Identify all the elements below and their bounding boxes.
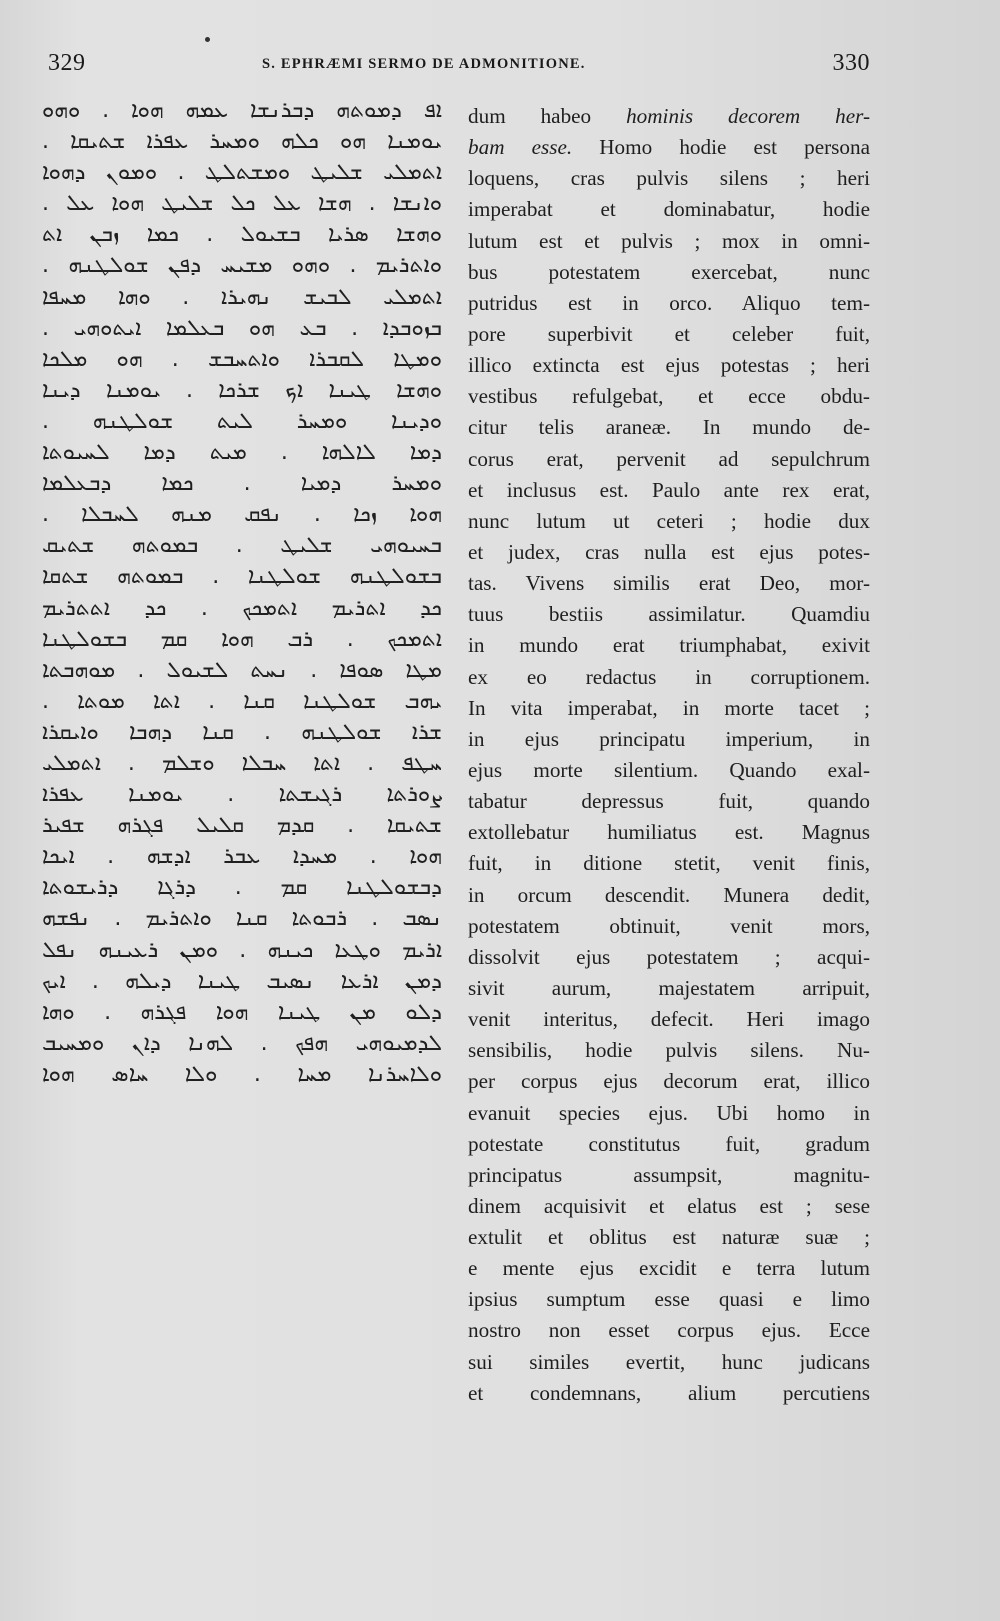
- latin-line: imperabat et dominabatur, hodie: [468, 197, 870, 222]
- latin-line: potestate constitutus fuit, gradum: [468, 1131, 870, 1156]
- syriac-line: ܝܘܡܢܐ ܗܘ ܟܠܗ ܘܡܚܪ ܥܦܪܐ ܫܬܝܩܐ .: [42, 129, 442, 155]
- syriac-text-column: [42, 95, 442, 1425]
- syriac-line: ܘܐܢܫܐ . ܗܫܐ ܥܠ ܟܠ ܫܠܝܛ ܗܘܐ ܥܠ .: [42, 191, 442, 217]
- syriac-line: ܘܕܝܢܐ ܘܡܚܪ ܠܝܬ ܫܘܠܛܢܗ .: [42, 408, 442, 434]
- syriac-line: ܘܡܚܪ ܕܡܝܐ . ܟܡܐ ܕܒܥܠܡܐ: [42, 471, 442, 497]
- latin-line: putridus est in orco. Aliquo tem-: [468, 290, 870, 315]
- latin-line: bus potestatem exercebat, nunc: [468, 259, 870, 284]
- latin-line: illico extincta est ejus potestas ; heri: [468, 353, 870, 378]
- syriac-line: ܐܬܡܠܝ ܠܒܝܫ ܢܗܝܪܐ . ܘܗܐ ܡܚܦܐ: [42, 284, 442, 310]
- latin-line: et inclusus est. Paulo ante rex erat,: [468, 477, 870, 502]
- syriac-line: ܘܗܫܐ ܛܝܢܐ ܐܟ ܫܪܟܐ . ܝܘܡܢܐ ܕܝܢܐ: [42, 377, 442, 403]
- syriac-line: ܫܪܐ ܫܘܠܛܢܗ . ܩܢܐ ܕܗܒܐ ܘܐܝܩܪܐ: [42, 719, 442, 745]
- latin-line: ejus morte silentium. Quando exal-: [468, 757, 870, 782]
- syriac-line: ܕܡܢ ܐܪܥܐ ܢܣܝܒ ܛܝܢܐ ܕܝܠܗ . ܐܝܟ: [42, 968, 442, 994]
- latin-line: potestatem obtinuit, venit mors,: [468, 913, 870, 938]
- latin-line: tuus bestiis assimilatur. Quamdiu: [468, 602, 870, 627]
- syriac-line: ܐܪܝܡ ܘܛܥܐ ܟܝܢܗ . ܘܡܢ ܪܥܝܢܗ ܢܦܠ: [42, 937, 442, 963]
- syriac-line: ܘܐܬܪܝܡ . ܘܗܘ ܡܫܝܚ ܕܦܢ ܫܘܠܛܢܗ .: [42, 253, 442, 279]
- syriac-line: ܒܙܘܒܕܐ . ܒܥ ܗܘ ܒܥܠܡܐ ܐܝܬܘܗܝ .: [42, 315, 442, 341]
- latin-line: extulit et oblitus est naturæ suæ ;: [468, 1225, 870, 1250]
- latin-line: evanuit species ejus. Ubi homo in: [468, 1100, 870, 1125]
- syriac-line: ܒܚܝܘܗܝ ܫܠܝܛ . ܒܡܘܬܗ ܫܬܝܩ: [42, 533, 442, 559]
- print-dot-mark: [205, 37, 210, 42]
- page-number-left: 329: [48, 50, 86, 76]
- latin-line: bam esse. Homo hodie est persona: [468, 135, 870, 160]
- latin-line: et condemnans, alium percutiens: [468, 1380, 870, 1405]
- page-number-right: 330: [832, 50, 870, 76]
- running-title: S. EPHRÆMI SERMO DE ADMONITIONE.: [262, 56, 586, 72]
- syriac-line: ܐܦ ܕܡܘܬܗ ܕܒܪܢܫܐ ܥܡܗ ܗܘܐ . ܘܗܘ: [42, 98, 442, 123]
- syriac-line: ܟܕ ܐܬܪܝܡ ܐܬܡܟܟ . ܟܕ ܐܬܬܪܝܡ: [42, 595, 442, 621]
- latin-line: tas. Vivens similis erat Deo, mor-: [468, 571, 870, 596]
- syriac-line: ܕܒܫܘܠܛܢܐ ܩܡ . ܕܪܓܐ ܕܪܝܫܘܬܐ: [42, 875, 442, 901]
- latin-line: extollebatur humiliatus est. Magnus: [468, 820, 870, 845]
- syriac-line: ܨܘܪܬܐ ܪܓܝܫܬܐ . ܝܘܡܢܐ ܥܦܪܐ: [42, 782, 442, 808]
- syriac-line: ܐܬܡܟܟ . ܪܒ ܗܘܐ ܩܡ ܒܫܘܠܛܢܐ: [42, 626, 442, 652]
- syriac-line: ܕܠܘ ܡܢ ܛܝܢܐ ܗܘܐ ܦܓܪܗ . ܘܗܐ: [42, 999, 442, 1025]
- latin-line: in mundo erat triumphabat, exivit: [468, 633, 870, 658]
- latin-line: corus erat, pervenit ad sepulchrum: [468, 446, 870, 471]
- syriac-line: ܘܠܐܚܪܢܐ ܡܚܐ . ܘܠܐ ܚܐܣ ܗܘܐ: [42, 1061, 442, 1087]
- syriac-line: ܕܡܐ ܠܐܠܗܐ . ܡܝܬ ܕܡܐ ܠܚܝܘܬܐ: [42, 440, 442, 466]
- latin-line: In vita imperabat, in morte tacet ;: [468, 695, 870, 720]
- syriac-line: ܐܬܡܠܝ ܫܠܝܛ ܘܡܫܬܠܛ . ܘܡܘܢ ܕܗܘܐ: [42, 160, 442, 186]
- latin-line: dum habeo hominis decorem her-: [468, 104, 870, 128]
- latin-line: ex eo redactus in corruptionem.: [468, 664, 870, 689]
- syriac-line: ܗܘܐ . ܡܚܕܐ ܥܒܪ ܐܕܫܗ . ܐܝܟܐ: [42, 844, 442, 870]
- syriac-line: ܫܬܝܩܐ . ܩܕܡ ܩܠܝܠ ܦܓܪܗ ܫܦܝܪ: [42, 813, 442, 839]
- latin-line: sui similes evertit, hunc judicans: [468, 1349, 870, 1374]
- latin-line: dissolvit ejus potestatem ; acqui-: [468, 944, 870, 969]
- syriac-line: ܒܫܘܠܛܢܗ ܫܘܠܛܢܐ . ܒܡܘܬܗ ܫܬܩܐ: [42, 564, 442, 590]
- latin-line: principatus assumpsit, magnitu-: [468, 1162, 870, 1187]
- latin-line: vestibus refulgebat, et ecce obdu-: [468, 384, 870, 409]
- latin-line: et judex, cras nulla est ejus potes-: [468, 539, 870, 564]
- running-head: [40, 46, 870, 80]
- syriac-line: ܠܕܡܝܘܗܝ ܗܦܟ . ܠܗܢܐ ܕܐܢ ܘܡܚܝܒ: [42, 1030, 442, 1056]
- syriac-line: ܘܗܫܐ ܣܪܝܐ ܒܫܝܘܠ . ܟܡܐ ܙܒܢ ܐܬ: [42, 222, 442, 248]
- latin-line: e mente ejus excidit e terra lutum: [468, 1256, 870, 1281]
- latin-line: per corpus ejus decorum erat, illico: [468, 1069, 870, 1094]
- latin-line: lutum est et pulvis ; mox in omni-: [468, 228, 870, 253]
- latin-line: ipsius sumptum esse quasi e limo: [468, 1287, 870, 1312]
- latin-line: sensibilis, hodie pulvis silens. Nu-: [468, 1038, 870, 1063]
- latin-line: pore superbivit et celeber fuit,: [468, 321, 870, 346]
- latin-line: fuit, in ditione stetit, venit finis,: [468, 851, 870, 876]
- latin-line: citur telis araneæ. In mundo de-: [468, 415, 870, 440]
- syriac-line: ܡܛܐ ܣܘܦܐ . ܢܚܬ ܠܫܝܘܠ . ܡܘܗܒܬܐ: [42, 657, 442, 683]
- latin-line: in orcum descendit. Munera dedit,: [468, 882, 870, 907]
- latin-line: nunc lutum ut ceteri ; hodie dux: [468, 508, 870, 533]
- syriac-line: ܢܣܒ . ܪܒܘܬܐ ܩܢܐ ܘܐܬܪܝܡ . ܢܦܫܗ: [42, 906, 442, 932]
- syriac-line: ܝܗܒ ܫܘܠܛܢܐ ܩܢܐ . ܐܬܐ ܡܘܬܐ .: [42, 688, 442, 714]
- latin-line: nostro non esset corpus ejus. Ecce: [468, 1318, 870, 1343]
- latin-text-column: [468, 101, 870, 1421]
- syriac-line: ܗܘܐ ܙܟܐ . ܢܦܩ ܡܢܗ ܠܚܒܠܐ .: [42, 502, 442, 528]
- latin-line: dinem acquisivit et elatus est ; sese: [468, 1193, 870, 1218]
- syriac-line: ܘܡܛܐ ܠܩܒܪܐ ܘܐܬܚܒܫ . ܗܘ ܡܠܟܐ: [42, 346, 442, 372]
- latin-line: loquens, cras pulvis silens ; heri: [468, 166, 870, 191]
- latin-line: venit interitus, defecit. Heri imago: [468, 1007, 870, 1032]
- latin-line: sivit aurum, majestatem arripuit,: [468, 975, 870, 1000]
- latin-line: tabatur depressus fuit, quando: [468, 789, 870, 814]
- latin-line: in ejus principatu imperium, in: [468, 726, 870, 751]
- syriac-line: ܚܛܦ . ܐܬܐ ܚܒܠܐ ܘܫܠܡ . ܐܬܡܠܝ: [42, 750, 442, 776]
